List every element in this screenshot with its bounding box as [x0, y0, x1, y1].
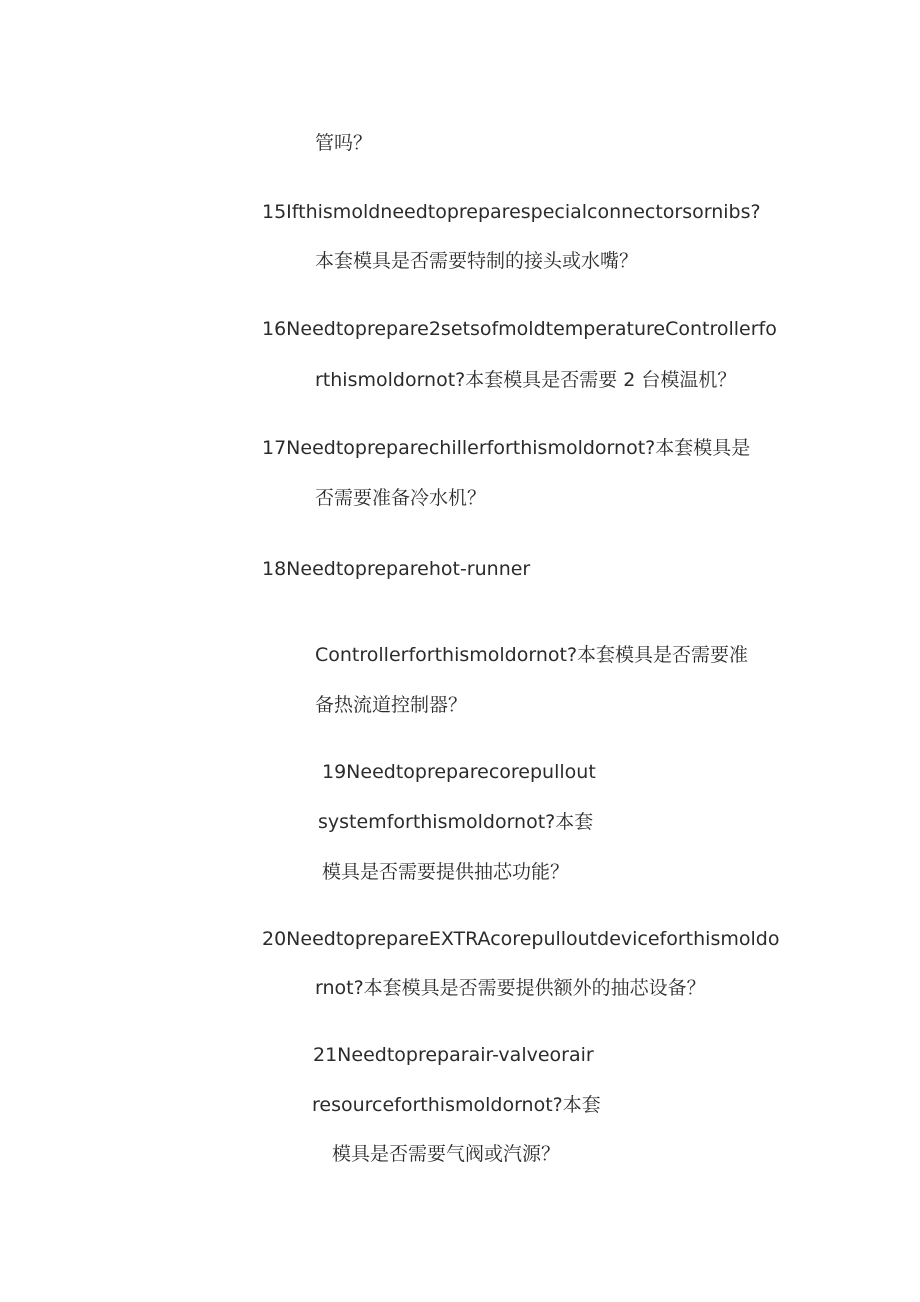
q18-line-2: Controllerforthismoldornot?本套模具是否需要准: [315, 644, 749, 666]
q21-line-2: resourceforthismoldornot?本套: [312, 1094, 601, 1116]
q17-line-1: 17Needtopreparechillerforthismoldornot?本套模具是: [262, 437, 751, 459]
q15-english: 15Ifthismoldneedtopreparespecialconnectorsornibs?: [262, 201, 761, 223]
q19-line-3: 模具是否需要提供抽芯功能？: [322, 861, 570, 883]
q15-chinese: 本套模具是否需要特制的接头或水嘴？: [315, 250, 639, 272]
q16-line-2: rthismoldornot?本套模具是否需要 2 台模温机？: [315, 369, 737, 391]
q16-line-1: 16Needtoprepare2setsofmoldtemperatureControllerfo: [262, 318, 777, 340]
q21-line-1: 21Needtopreparair-valveorair: [313, 1044, 594, 1066]
q14-continuation: 管吗？: [315, 132, 373, 154]
q20-line-1: 20NeedtoprepareEXTRAcorepulloutdeviceforthismoldo: [262, 928, 780, 950]
q18-line-1: 18Needtopreparehot-runner: [262, 558, 531, 580]
q20-line-2: rnot?本套模具是否需要提供额外的抽芯设备？: [315, 977, 706, 999]
q19-line-1: 19Needtopreparecorepullout: [322, 761, 596, 783]
q18-line-3: 备热流道控制器？: [315, 694, 468, 716]
q19-line-2: systemforthismoldornot?本套: [318, 811, 594, 833]
q21-line-3: 模具是否需要气阀或汽源？: [332, 1143, 561, 1165]
q17-line-2: 否需要准备冷水机？: [315, 487, 487, 509]
